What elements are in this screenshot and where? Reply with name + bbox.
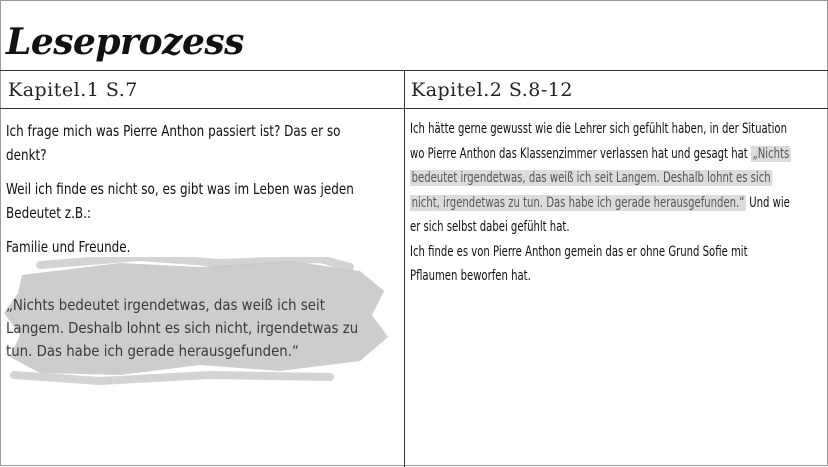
right-text-before: Ich hätte gerne gewusst wie die Lehrer sich gefühlt haben, in der Situation wo Pierre Anthon das Klassenzimmer verlassen hat und gesagt hat — [410, 121, 787, 162]
right-text-after: Und wie er sich selbst dabei gefühlt hat. — [410, 194, 790, 235]
slide-title: Leseprozess — [6, 21, 244, 63]
reading-table — [0, 70, 828, 467]
left-paragraph: Weil ich finde es nicht so, es gibt was im Leben was jeden Bedeutet z.B.: — [6, 180, 354, 222]
left-paragraph: Ich frage mich was Pierre Anthon passiert ist? Das er so denkt? — [6, 122, 341, 164]
left-cell-text — [6, 119, 384, 269]
column-divider — [404, 71, 405, 467]
left-quote: „Nichts bedeutet irgendetwas, das weiß ich seit Langem. Deshalb lohnt es sich nicht, irgendetwas zu tun. Das habe ich gerade herausgefunden.“ — [6, 296, 359, 360]
column-heading-chapter-2: Kapitel.2 S.8-12 — [411, 79, 573, 101]
right-cell-text — [410, 117, 794, 289]
right-highlighted-quote: „Nichts bedeutet irgendetwas, das weiß ich seit Langem. Deshalb lohnt es sich nicht, irgendetwas zu tun. Das habe ich gerade herausgefunden.“ — [411, 145, 790, 211]
right-paragraph-2: Ich finde es von Pierre Anthon gemein das er ohne Grund Sofie mit Pflaumen beworfen hat. — [410, 243, 748, 284]
header-divider — [0, 108, 828, 109]
column-heading-chapter-1: Kapitel.1 S.7 — [8, 79, 138, 101]
left-paragraph: Familie und Freunde. — [6, 238, 131, 256]
